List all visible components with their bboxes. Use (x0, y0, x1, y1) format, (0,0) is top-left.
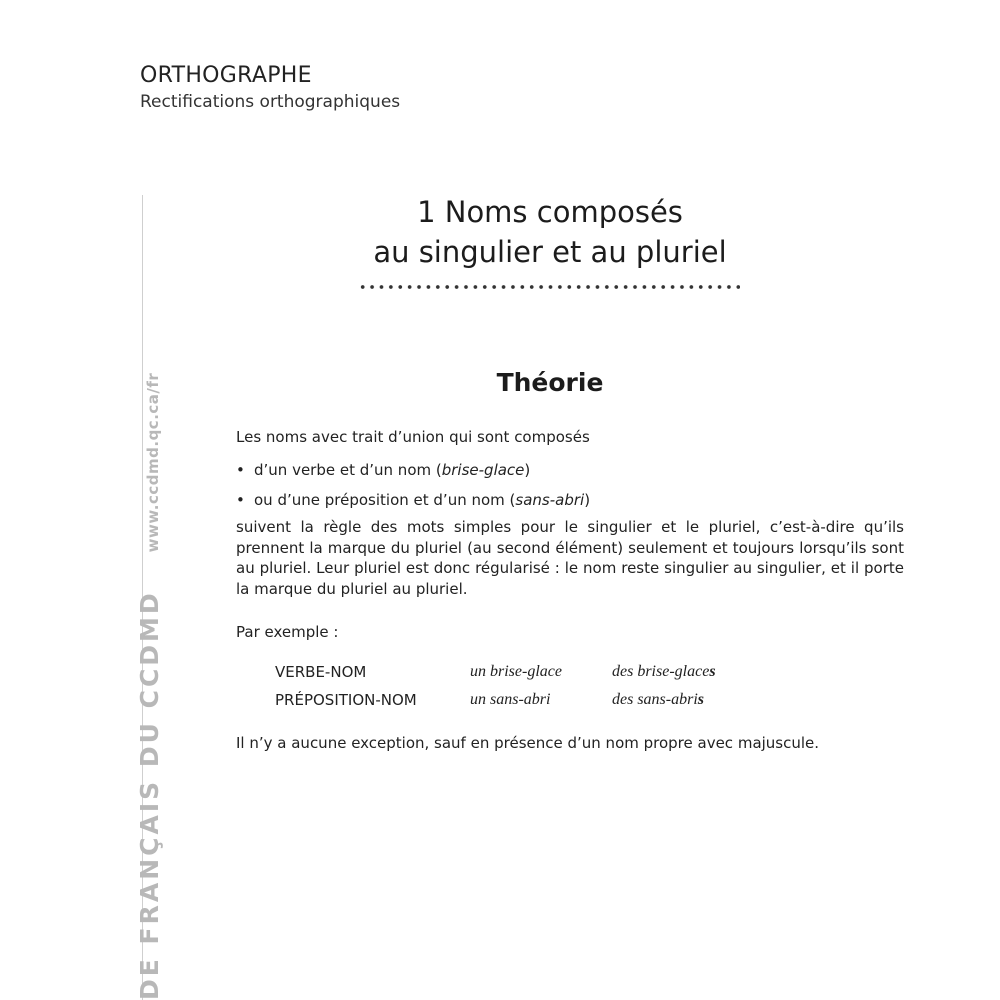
conclusion-text: Il n’y a aucune exception, sauf en présence d’un nom propre avec majuscule. (236, 734, 820, 752)
rule-paragraph: suivent la règle des mots simples pour le singulier et le pluriel, c’est-à-dire qu’ils prennent la marque du pluriel (au second élément) seulement et toujours lorsqu’ils sont au pluriel. Leur pluriel est donc régularisé : le nom reste singulier au singulier, et il porte la marque du pluriel au pluriel. (236, 518, 904, 598)
bullet-close: ) (524, 461, 531, 479)
bullet-example: sans-abri (515, 491, 585, 509)
section-subtitle: Rectifications orthographiques (140, 92, 401, 112)
bullet-text: ou d’une préposition et d’un nom ( (254, 491, 516, 509)
example-singular: un sans-abri (470, 691, 551, 708)
example-singular: un brise-glace (470, 663, 562, 680)
title-dotted-rule (358, 282, 740, 292)
example-plural-stem: des sans-abri (612, 691, 698, 708)
chapter-title (320, 192, 780, 272)
bullet-list (236, 455, 904, 515)
bullet-close: ) (584, 491, 591, 509)
list-item (236, 455, 904, 485)
side-watermark (135, 373, 164, 1000)
intro-text: Les noms avec trait d’union qui sont composés (236, 428, 590, 446)
example-plural (612, 658, 716, 686)
table-row (275, 686, 895, 714)
examples-table (275, 658, 895, 714)
example-type: PRÉPOSITION-NOM (275, 691, 417, 709)
side-url-text: www.ccdmd.qc.ca/fr (144, 372, 162, 553)
chapter-title-line1: 1 Noms composés (417, 195, 683, 229)
theory-heading: Théorie (496, 368, 604, 397)
example-plural-stem: des brise-glace (612, 663, 710, 680)
bullet-example: brise-glace (441, 461, 525, 479)
side-brand-text: DE FRANÇAIS DU CCDMD (135, 590, 164, 1000)
list-item (236, 485, 904, 515)
example-plural (612, 686, 704, 714)
chapter-title-line2: au singulier et au pluriel (373, 235, 727, 269)
example-type: VERBE-NOM (275, 663, 367, 681)
section-title: ORTHOGRAPHE (140, 63, 312, 88)
page-header (140, 62, 400, 114)
example-label: Par exemple : (236, 623, 339, 641)
example-plural-mark: s (697, 691, 705, 708)
example-plural-mark: s (709, 663, 716, 680)
table-row (275, 658, 895, 686)
bullet-text: d’un verbe et d’un nom ( (254, 461, 442, 479)
